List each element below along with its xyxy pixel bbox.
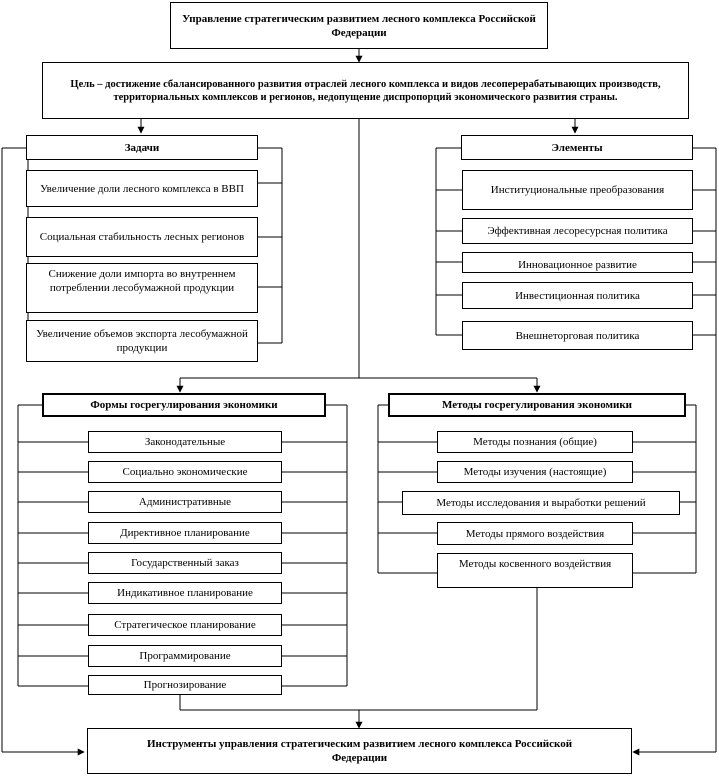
- forms-header-label: Формы госрегулирования экономики: [90, 399, 278, 411]
- method-item-label: Методы прямого воздействия: [465, 527, 605, 540]
- form-item: [88, 614, 282, 636]
- method-item-label: Методы познания (общие): [473, 436, 597, 448]
- form-item: [88, 491, 282, 513]
- elements-header: [461, 135, 693, 160]
- tasks-header: [26, 135, 258, 160]
- task-item-label: Снижение доли импорта во внутреннем потреблении лесобумажной продукции: [48, 268, 236, 294]
- methods-header-label: Методы госрегулирования экономики: [441, 399, 633, 411]
- form-item: [88, 431, 282, 453]
- methods-header: [388, 393, 686, 417]
- task-item: [26, 217, 258, 257]
- element-item: [462, 170, 693, 210]
- method-item-label: Методы исследования и выработки решений: [436, 497, 646, 509]
- form-item: [88, 675, 282, 695]
- tasks-header-label: Задачи: [124, 141, 160, 154]
- element-item: [462, 321, 693, 350]
- element-item: [462, 218, 693, 244]
- form-item-label: Индикативное планирование: [117, 587, 253, 599]
- instruments-text: Инструменты управления стратегическим развитием леcного комплекса Российской Федерации: [146, 738, 573, 764]
- goal-text: Цель – достижение сбалансированного развития отраслей лесного комплекса и видов лесоперерабатывающих производств, территориальных комплексов и регионов, недопущение диспропорций экономического развития страны.: [70, 78, 661, 103]
- task-item-label: Социальная стабильность лесных регионов: [39, 231, 245, 243]
- method-item: [437, 431, 633, 453]
- element-item-label: Институциональные преобразования: [490, 184, 665, 196]
- form-item-label: Государственный заказ: [131, 557, 239, 569]
- goal-box: [42, 62, 689, 119]
- task-item: [26, 263, 258, 313]
- method-item: [402, 491, 680, 515]
- form-item-label: Стратегическое планирование: [114, 619, 256, 631]
- form-item: [88, 552, 282, 574]
- element-item-label: Внешнеторговая политика: [515, 329, 640, 342]
- method-item: [437, 461, 633, 483]
- form-item-label: Прогнозирование: [143, 679, 227, 691]
- method-item-label: Методы косвенного воздействия: [458, 558, 612, 570]
- forms-header: [42, 393, 326, 417]
- form-item-label: Законодательные: [144, 436, 226, 448]
- title-box: [170, 2, 548, 49]
- form-item-label: Социально экономические: [122, 466, 248, 478]
- title-text: Управление стратегическим развитием лесного комплекса Российской Федерации: [182, 12, 536, 39]
- method-item: [437, 522, 633, 545]
- element-item-label: Инновационное развитие: [518, 259, 637, 271]
- method-item-label: Методы изучения (настоящие): [463, 466, 607, 478]
- element-item-label: Инвестиционная политика: [515, 289, 640, 302]
- form-item: [88, 582, 282, 604]
- form-item-label: Директивное планирование: [120, 527, 250, 539]
- element-item-label: Эффективная лесоресурсная политика: [487, 225, 668, 237]
- form-item-label: Программирование: [139, 650, 231, 662]
- task-item-label: Увеличение доли лесного комплекса в ВВП: [40, 182, 244, 195]
- instruments-box: [87, 728, 632, 774]
- form-item: [88, 461, 282, 483]
- task-item-label: Увеличение объемов экспорта лесобумажной продукции: [36, 328, 248, 354]
- method-item: [437, 553, 633, 588]
- form-item-label: Административные: [138, 496, 232, 508]
- elements-header-label: Элементы: [551, 141, 603, 154]
- form-item: [88, 645, 282, 667]
- task-item: [26, 320, 258, 362]
- form-item: [88, 522, 282, 544]
- task-item: [26, 170, 258, 207]
- element-item: [462, 282, 693, 309]
- element-item: [462, 252, 693, 273]
